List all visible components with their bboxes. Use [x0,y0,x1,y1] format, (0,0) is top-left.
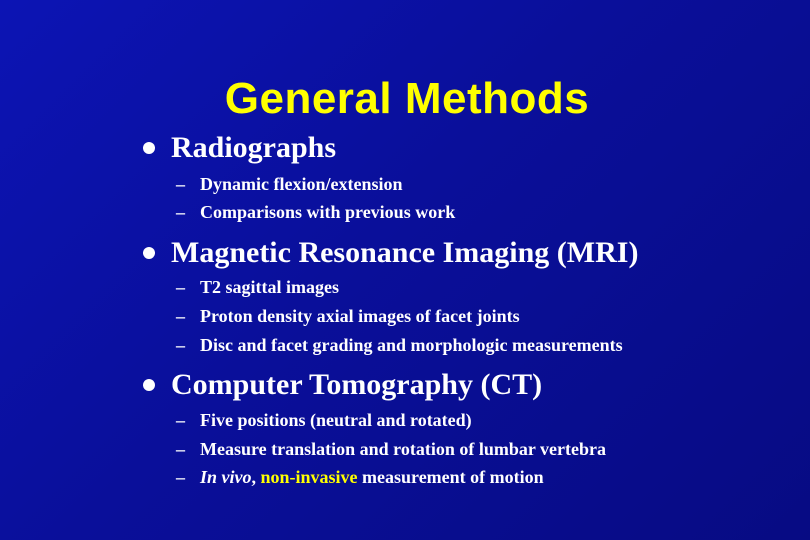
bullet-heading: Radiographs [171,131,337,164]
sub-item-text: Measure translation and rotation of lumbar vertebra [200,439,606,459]
comma-text: , [251,467,261,487]
bullet-heading: Magnetic Resonance Imaging (MRI) [171,236,639,269]
highlight-text: non-invasive [260,467,358,487]
sub-item-text: Proton density axial images of facet joints [200,306,520,326]
sub-item-text: Dynamic flexion/extension [200,174,403,194]
bullet-heading: Computer Tomography (CT) [171,368,543,401]
sub-item-text: Comparisons with previous work [200,202,456,222]
bullet-dot-icon [143,379,155,391]
sub-item-text: Five positions (neutral and rotated) [200,410,472,430]
dash-icon: – [176,439,185,459]
dash-icon: – [176,202,185,222]
sub-item-text [200,466,544,488]
dash-icon: – [176,410,185,430]
sub-item-text: T2 sagittal images [200,277,339,297]
bullet-dot-icon [143,247,155,259]
dash-icon: – [176,306,185,326]
dash-icon: – [176,174,185,194]
dash-icon: – [176,277,185,297]
dash-icon: – [176,467,185,487]
italic-text: In vivo [200,467,252,487]
bullet-dot-icon [143,142,155,154]
dash-icon: – [176,335,185,355]
rest-text: measurement of motion [357,467,544,487]
slide-title: General Methods [224,74,590,123]
sub-item-text: Disc and facet grading and morphologic measurements [200,335,623,355]
